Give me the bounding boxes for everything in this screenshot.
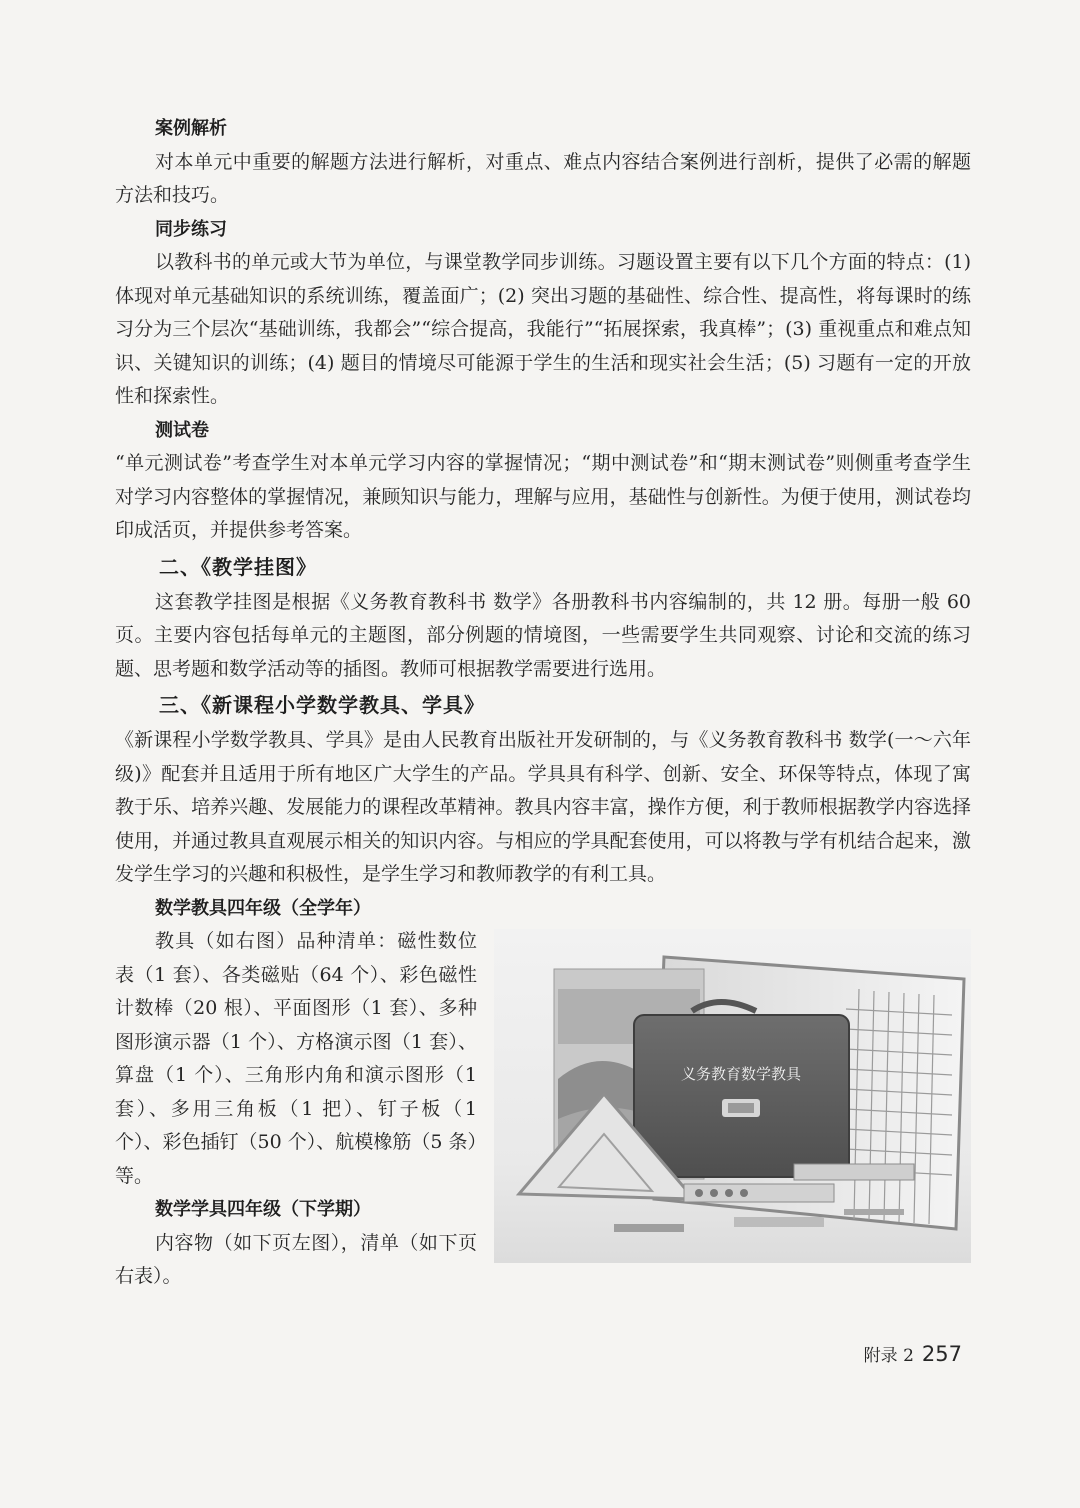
- heading-student-kit: 数学学具四年级（下学期）: [155, 1199, 371, 1220]
- teacher-kit-text-column: [115, 925, 477, 1294]
- paragraph-teacher-kit: 教具（如右图）品种清单：磁性数位表（1 套）、各类磁贴（64 个）、彩色磁性计数棒（20 根）、平面图形（1 套）、多种图形演示器（1 个）、方格演示图（1 套）、算盘（1 个）、三角形内角和演示图形（1 套）、多用三角板（1 把）、钉子板（1 个）、彩色插钉（50 个）、航模橡筋（5 条）等。: [115, 930, 477, 1187]
- kit-carry-case: [634, 1002, 849, 1177]
- paragraph-student-kit: 内容物（如下页左图），清单（如下页右表）。: [115, 1231, 477, 1287]
- heading-teaching-aids: 三、《新课程小学数学教具、学具》: [159, 693, 485, 717]
- heading-wall-charts: 二、《教学挂图》: [159, 554, 317, 579]
- heading-test-paper: 测试卷: [155, 419, 209, 441]
- heading-teacher-kit: 数学教具四年级（全学年）: [155, 897, 371, 919]
- appendix-label: 附录 2: [863, 1346, 914, 1366]
- paragraph-wall-charts: 这套教学挂图是根据《义务教育教科书 数学》各册教科书内容编制的，共 12 册。每册一般 60 页。主要内容包括每单元的主题图，部分例题的情境图，一些需要学生共同观察、讨论和交流的练习题、思考题和数学活动等的插图。教师可根据教学需要进行选用。: [115, 590, 971, 680]
- heading-sync-practice: 同步练习: [155, 218, 227, 240]
- heading-case-analysis: 案例解析: [155, 118, 227, 139]
- teacher-kit-block: [115, 892, 971, 1294]
- paragraph-sync-practice: 以教科书的单元或大节为单位，与课堂教学同步训练。习题设置主要有以下几个方面的特点：(1) 体现对单元基础知识的系统训练，覆盖面广；(2) 突出习题的基础性、综合性、提高性，将每课时的练习分为三个层次“基础训练，我都会”“综合提高，我能行”“拓展探索，我真棒”；(3) 重视重点和难点知识、关键知识的训练；(4) 题目的情境尽可能源于学生的生活和现实社会生活；(5) 习题有一定的开放性和探索性。: [115, 251, 971, 407]
- teaching-aids-photo: [494, 929, 971, 1263]
- page-footer: [864, 1341, 962, 1366]
- paragraph-case-analysis: 对本单元中重要的解题方法进行解析，对重点、难点内容结合案例进行剖析，提供了必需的解题方法和技巧。: [115, 150, 971, 206]
- case-label: 义务教育数学教具: [680, 1064, 802, 1083]
- page-number: 257: [921, 1342, 962, 1366]
- paragraph-teaching-aids: 《新课程小学数学教具、学具》是由人民教育出版社开发研制的，与《义务教育教科书 数学(一～六年级)》配套并且适用于所有地区广大学生的产品。学具具有科学、创新、安全、环保等特点，体现了寓教于乐、培养兴趣、发展能力的课程改革精神。教具内容丰富，操作方便，利于教师根据教学内容选择使用，并通过教具直观展示相关的知识内容。与相应的学具配套使用，可以将教与学有机结合起来，激发学生学习的兴趣和积极性，是学生学习和教师教学的有利工具。: [115, 729, 971, 885]
- paragraph-test-paper: “单元测试卷”考查学生对本单元学习内容的掌握情况；“期中测试卷”和“期末测试卷”则侧重考查学生对学习内容整体的掌握情况，兼顾知识与能力，理解与应用，基础性与创新性。为便于使用，测试卷均印成活页，并提供参考答案。: [115, 452, 971, 541]
- page-content: [115, 112, 971, 1294]
- teaching-aids-illustration: [494, 929, 971, 1263]
